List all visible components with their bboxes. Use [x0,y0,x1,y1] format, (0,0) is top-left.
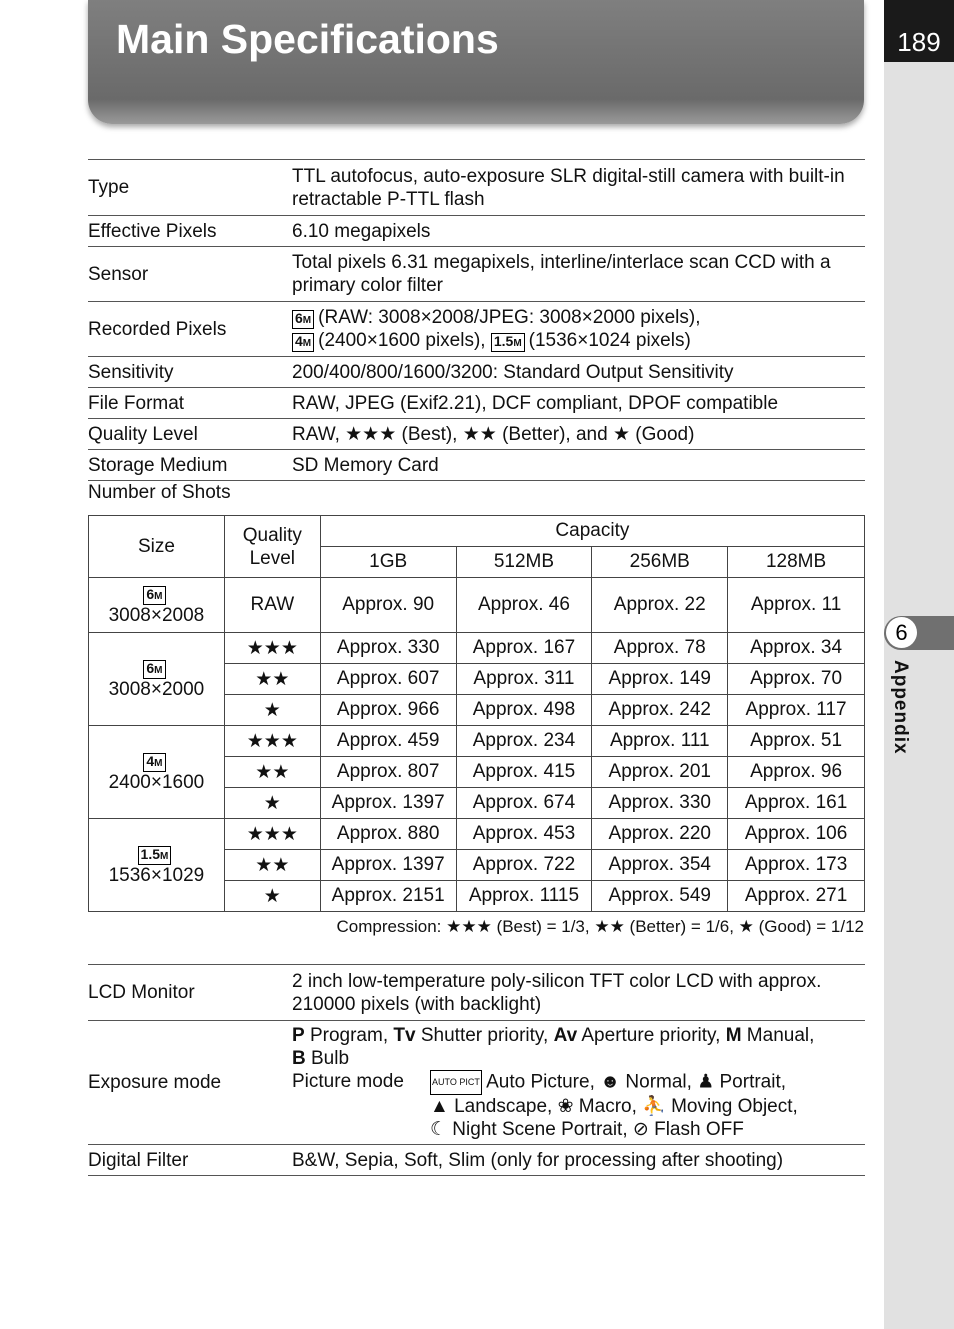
spec-key: Sensor [88,247,292,302]
value-cell: Approx. 161 [728,788,865,819]
picture-mode-block [292,1070,865,1141]
bulb-mode-icon: B [292,1048,306,1069]
shots-table [88,515,865,912]
value-cell: Approx. 2151 [320,881,456,912]
spec-row [88,216,865,247]
picture-mode-label: Picture mode [292,1071,404,1092]
size-4m-icon: 4M [292,333,314,352]
spec-row [88,160,865,216]
spec-value: B&W, Sepia, Soft, Slim (only for processing after shooting) [292,1145,865,1176]
program-mode-icon: P [292,1025,305,1046]
value-cell: Approx. 722 [456,850,592,881]
value-cell: Approx. 34 [728,633,865,664]
spec-key: Exposure mode [88,1021,292,1145]
spec-key: Quality Level [88,419,292,450]
value-cell: Approx. 149 [592,664,728,695]
header-col: 512MB [456,547,592,578]
spec-key: Storage Medium [88,450,292,481]
shutter-priority-icon: Tv [393,1025,416,1046]
value-cell: Approx. 1397 [320,850,456,881]
spec-value: TTL autofocus, auto-exposure SLR digital-still camera with built-in retractable P-TTL flash [292,160,865,216]
spec-row [88,450,865,481]
chapter-label: Appendix [890,660,911,755]
header-quality: Quality Level [224,516,320,578]
value-cell: Approx. 242 [592,695,728,726]
spec-row [88,1021,865,1145]
size-cell: 1.5M 1536×1029 [89,819,225,912]
spec-key: Effective Pixels [88,216,292,247]
size-cell: 6M 3008×2000 [89,633,225,726]
value-cell: Approx. 111 [592,726,728,757]
value-cell: Approx. 22 [592,578,728,633]
auto-picture-icon: AUTO PICT [430,1070,482,1095]
size-cell: 4M 2400×1600 [89,726,225,819]
quality-cell: ★★★ [224,726,320,757]
value-cell: Approx. 117 [728,695,865,726]
header-capacity: Capacity [320,516,864,547]
table-row [89,633,865,664]
value-cell: Approx. 173 [728,850,865,881]
size-6m-icon: 6M [143,660,165,679]
value-cell: Approx. 1115 [456,881,592,912]
spec-row [88,247,865,302]
value-cell: Approx. 1397 [320,788,456,819]
size-6m-icon: 6M [292,310,314,329]
aperture-priority-icon: Av [553,1025,578,1046]
value-cell: Approx. 607 [320,664,456,695]
value-cell: Approx. 415 [456,757,592,788]
chapter-number: 6 [886,617,917,648]
spec-row [88,1145,865,1176]
size-4m-icon: 4M [143,753,165,772]
quality-cell: ★ [224,695,320,726]
spec-value: SD Memory Card [292,450,865,481]
size-1-5m-icon: 1.5M [491,333,525,352]
value-cell: Approx. 330 [592,788,728,819]
header-col: 256MB [592,547,728,578]
value-cell: Approx. 96 [728,757,865,788]
value-cell: Approx. 46 [456,578,592,633]
value-cell: Approx. 966 [320,695,456,726]
spec-key: File Format [88,388,292,419]
value-cell: Approx. 880 [320,819,456,850]
value-cell: Approx. 220 [592,819,728,850]
spec-key: Recorded Pixels [88,302,292,357]
spec-row [88,965,865,1021]
spec-value: 6M (RAW: 3008×2008/JPEG: 3008×2000 pixels), 4M (2400×1600 pixels), 1.5M (1536×1024 pixels) [292,302,865,357]
value-cell: Approx. 674 [456,788,592,819]
value-cell: Approx. 90 [320,578,456,633]
table-row [89,819,865,850]
spec-value: 2 inch low-temperature poly-silicon TFT color LCD with approx. 210000 pixels (with backlight) [292,965,865,1021]
value-cell: Approx. 167 [456,633,592,664]
compression-note: Compression: ★★★ (Best) = 1/3, ★★ (Better) = 1/6, ★ (Good) = 1/12 [336,917,864,936]
size-6m-icon: 6M [143,586,165,605]
value-cell: Approx. 330 [320,633,456,664]
value-cell: Approx. 78 [592,633,728,664]
spec-value: P Program, Tv Shutter priority, Av Aperture priority, M Manual, B Bulb Picture mode AUTO PICT Auto Picture, ☻ Normal, ♟ Portrait, ▲ Landscape, ❀ Macro, ⛹ Moving Object, ☾ Night Scene Portrait, ⊘ Flash OFF [292,1021,865,1145]
title-banner [88,0,864,124]
spec-row [88,357,865,388]
value-cell: Approx. 234 [456,726,592,757]
value-cell: Approx. 271 [728,881,865,912]
value-cell: Approx. 354 [592,850,728,881]
quality-cell: ★ [224,788,320,819]
spec-key: LCD Monitor [88,965,292,1021]
value-cell: Approx. 106 [728,819,865,850]
header-col: 128MB [728,547,865,578]
quality-cell: ★★ [224,757,320,788]
spec-value: Total pixels 6.31 megapixels, interline/interlace scan CCD with a primary color filter [292,247,865,302]
value-cell: Approx. 11 [728,578,865,633]
page-number: 189 [884,0,954,62]
value-cell: Approx. 51 [728,726,865,757]
value-cell: Approx. 201 [592,757,728,788]
quality-cell: RAW [224,578,320,633]
spec-key: Sensitivity [88,357,292,388]
quality-cell: ★★★ [224,633,320,664]
picture-mode-list: AUTO PICT Auto Picture, ☻ Normal, ♟ Portrait, ▲ Landscape, ❀ Macro, ⛹ Moving Object, ☾ Night Scene Portrait, ⊘ Flash OFF [430,1071,798,1140]
size-cell: 6M 3008×2008 [89,578,225,633]
spec-value: RAW, ★★★ (Best), ★★ (Better), and ★ (Good) [292,419,865,450]
value-cell: Approx. 70 [728,664,865,695]
value-cell: Approx. 453 [456,819,592,850]
header-col: 1GB [320,547,456,578]
quality-cell: ★★ [224,850,320,881]
page-title: Main Specifications [116,16,499,62]
manual-mode-icon: M [725,1025,742,1046]
value-cell: Approx. 311 [456,664,592,695]
value-cell: Approx. 459 [320,726,456,757]
spec-key: Type [88,160,292,216]
shots-label: Number of Shots [88,482,231,503]
spec-value: 6.10 megapixels [292,216,865,247]
spec-row [88,388,865,419]
spec-key: Digital Filter [88,1145,292,1176]
value-cell: Approx. 549 [592,881,728,912]
spec-row [88,419,865,450]
header-size: Size [89,516,225,578]
quality-cell: ★★ [224,664,320,695]
spec-value: 200/400/800/1600/3200: Standard Output Sensitivity [292,357,865,388]
quality-cell: ★★★ [224,819,320,850]
size-1-5m-icon: 1.5M [138,846,172,865]
value-cell: Approx. 498 [456,695,592,726]
table-row [89,578,865,633]
table-row [89,726,865,757]
spec-table-top [88,159,865,481]
value-cell: Approx. 807 [320,757,456,788]
quality-cell: ★ [224,881,320,912]
spec-value: RAW, JPEG (Exif2.21), DCF compliant, DPOF compatible [292,388,865,419]
spec-row [88,302,865,357]
spec-table-bottom [88,964,865,1176]
